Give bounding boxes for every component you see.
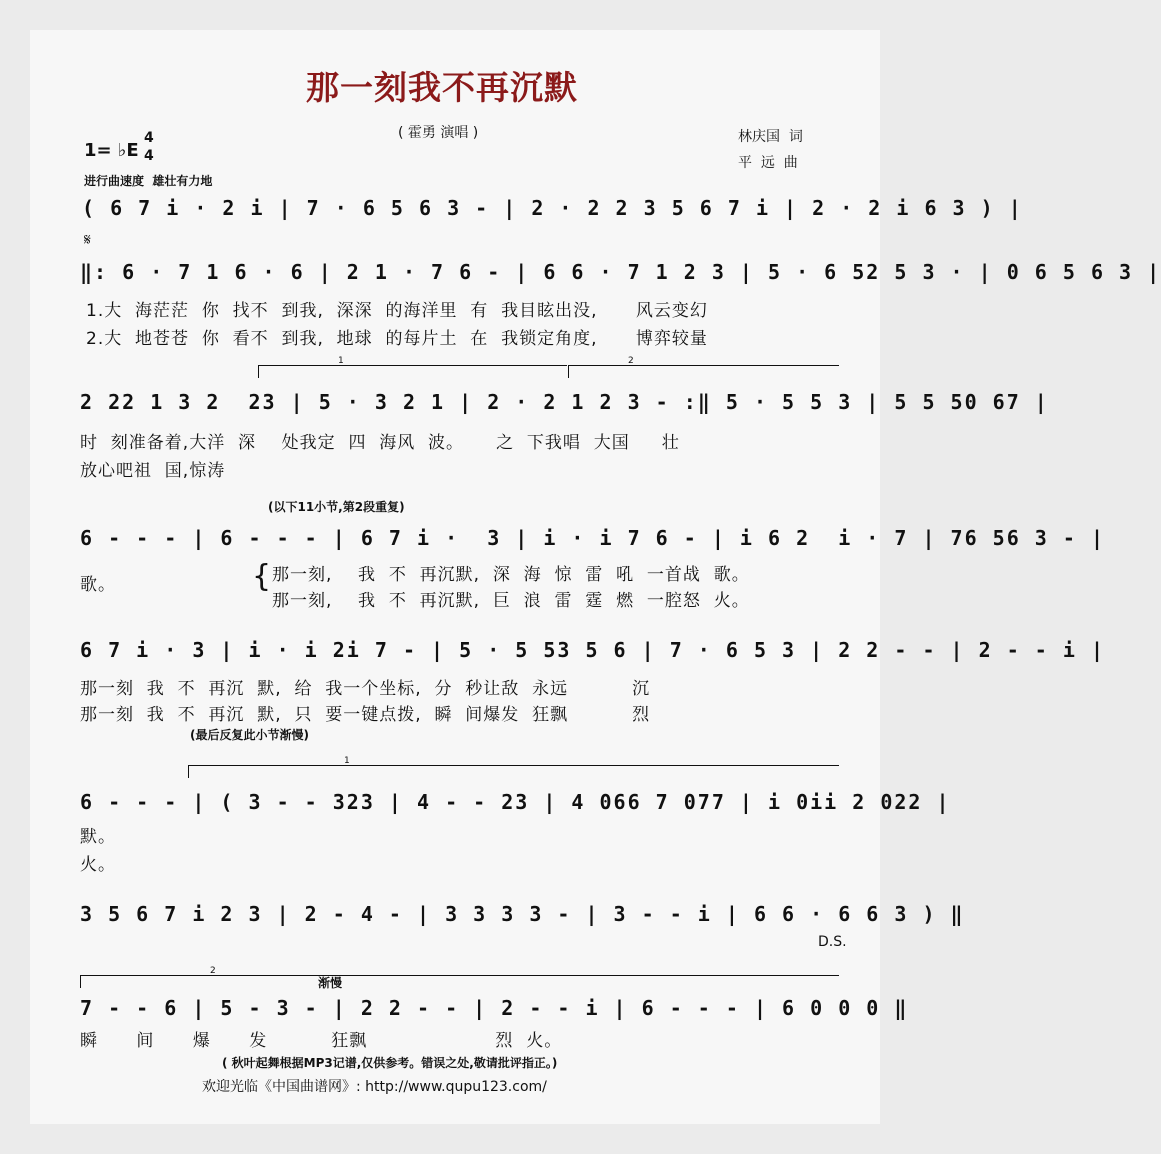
performer: ( 霍勇 演唱 ) [398, 125, 479, 141]
volta-number-2b: 2 [210, 966, 216, 976]
composer: 平 远 曲 [738, 155, 798, 171]
volta-bracket-2b [80, 975, 839, 988]
system-5-notes: 6 7 i · 3 | i · i 2i 7 - | 5 · 5 53 5 6 | 7 · 6 5 3 | 2 2 - - | 2 - - i | [80, 638, 1105, 662]
system-6-lyric-verse2: 火。 [80, 855, 116, 875]
system-8-lyric: 瞬 间 爆 发 狂飘 烈 火。 [80, 1031, 563, 1051]
repeat-note: (以下11小节,第2段重复) [268, 500, 405, 514]
system-6-notes: 6 - - - | ( 3 - - 323 | 4 - - 23 | 4 066 7 077 | i 0ii 2 022 | [80, 790, 951, 814]
system-4-lyric-prefix: 歌。 [80, 575, 116, 595]
volta-bracket-1b [188, 765, 839, 778]
system-8-notes: 7 - - 6 | 5 - 3 - | 2 2 - - | 2 - - i | 6 - - - | 6 0 0 0 ‖ [80, 996, 909, 1020]
volta-number-2: 2 [628, 356, 634, 366]
volta-bracket-1 [258, 365, 567, 378]
system-2-lyric-verse1: 1.大 海茫茫 你 找不 到我, 深深 的海洋里 有 我目眩出没, 风云变幻 [86, 301, 708, 321]
lyricist: 林庆国 词 [738, 129, 803, 145]
verse-brace: { [252, 559, 272, 594]
ritardando-note: (最后反复此小节渐慢) [190, 728, 309, 742]
volta-number-1: 1 [338, 356, 344, 366]
system-2-lyric-verse2: 2.大 地苍苍 你 看不 到我, 地球 的每片土 在 我锁定角度, 博弈较量 [86, 329, 708, 349]
time-signature-bottom: 4 [144, 148, 154, 164]
song-title: 那一刻我不再沉默 [306, 68, 578, 107]
volta-bracket-2 [568, 365, 839, 378]
system-5-lyric-verse2: 那一刻 我 不 再沉 默, 只 要一键点拨, 瞬 间爆发 狂飘 烈 [80, 705, 651, 725]
time-signature-top: 4 [144, 130, 154, 146]
system-1-notes: ( 6 7 i · 2 i | 7 · 6 5 6 3 - | 2 · 2 2 3 5 6 7 i | 2 · 2 i 6 3 ) | [82, 196, 1023, 220]
system-5-lyric-verse1: 那一刻 我 不 再沉 默, 给 我一个坐标, 分 秒让敌 永远 沉 [80, 679, 651, 699]
dal-segno: D.S. [818, 934, 847, 950]
system-7-notes: 3 5 6 7 i 2 3 | 2 - 4 - | 3 3 3 3 - | 3 - - i | 6 6 · 6 6 3 ) ‖ [80, 902, 965, 926]
system-6-lyric-verse1: 默。 [80, 827, 116, 847]
key-signature: 1= ♭E [84, 140, 139, 161]
ritardando-marking: 渐慢 [318, 976, 343, 990]
tempo-marking: 进行曲速度 雄壮有力地 [84, 174, 213, 188]
system-4-lyric-verse2: 那一刻, 我 不 再沉默, 巨 浪 雷 霆 燃 一腔怒 火。 [272, 591, 750, 611]
volta-number-1b: 1 [344, 756, 350, 766]
system-3-notes: 2 22 1 3 2 23 | 5 · 3 2 1 | 2 · 2 1 2 3 - :‖ 5 · 5 5 3 | 5 5 50 67 | [80, 390, 1049, 414]
system-4-notes: 6 - - - | 6 - - - | 6 7 i · 3 | i · i 7 6 - | i 6 2 i · 7 | 76 56 3 - | [80, 526, 1105, 550]
footer-site-link[interactable]: 欢迎光临《中国曲谱网》: http://www.qupu123.com/ [202, 1079, 547, 1095]
system-2-notes: ‖: 6 · 7 1 6 · 6 | 2 1 · 7 6 - | 6 6 · 7 1 2 3 | 5 · 6 52 5 3 · | 0 6 5 6 3 | [80, 260, 1161, 284]
footer-note: ( 秋叶起舞根据MP3记谱,仅供参考。错误之处,敬请批评指正。) [222, 1056, 558, 1070]
segno-sign: 𝄋 [84, 230, 91, 249]
system-4-lyric-verse1: 那一刻, 我 不 再沉默, 深 海 惊 雷 吼 一首战 歌。 [272, 565, 750, 585]
system-3-lyric-verse1: 时 刻准备着,大洋 深 处我定 四 海风 波。 之 下我唱 大国 壮 [80, 433, 680, 453]
system-3-lyric-verse2: 放心吧祖 国,惊涛 [80, 461, 226, 481]
